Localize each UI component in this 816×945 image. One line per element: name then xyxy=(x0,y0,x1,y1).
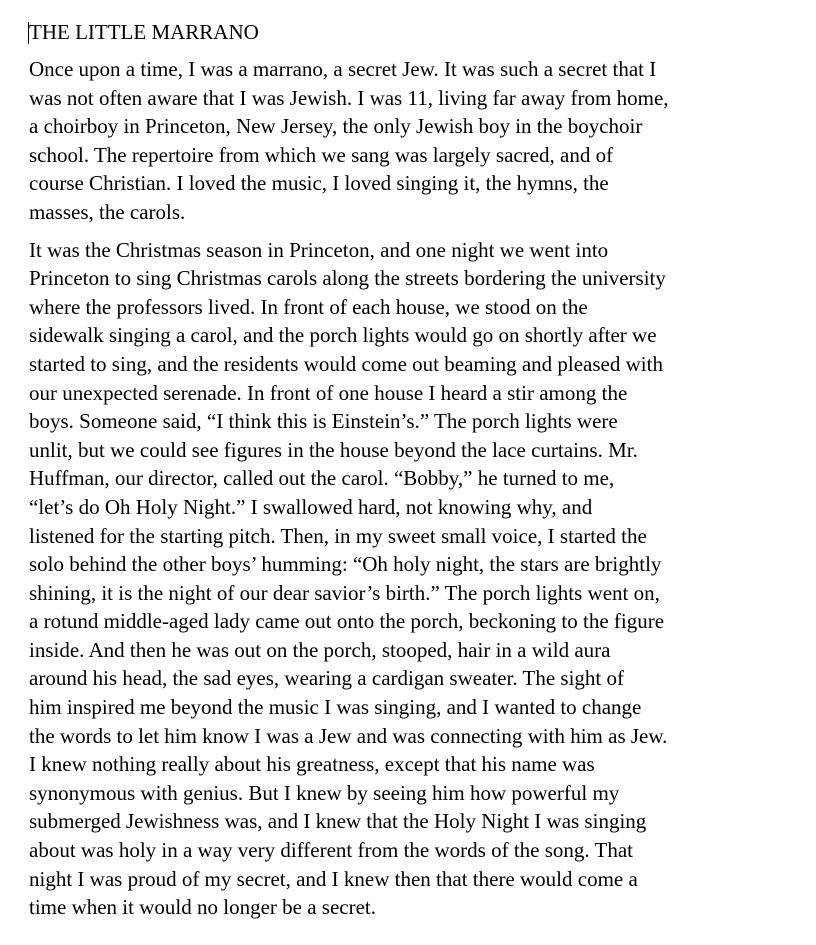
text-line: solo behind the other boys’ humming: “Oh holy night, the stars are brightly xyxy=(29,552,662,577)
text-line: listened for the starting pitch. Then, in my sweet small voice, I started the xyxy=(29,523,647,548)
text-line: shining, it is the night of our dear savior’s birth.” The porch lights went on, xyxy=(29,580,660,605)
text-line: started to sing, and the residents would come out beaming and pleased with xyxy=(29,351,663,376)
text-line: time when it would no longer be a secret. xyxy=(29,895,376,920)
text-line: Once upon a time, I was a marrano, a secret Jew. It was such a secret that I xyxy=(29,57,657,81)
text-line: Huffman, our director, called out the carol. “Bobby,” he turned to me, xyxy=(29,466,615,491)
document-title: THE LITTLE MARRANO xyxy=(29,20,259,44)
text-line: course Christian. I loved the music, I loved singing it, the hymns, the xyxy=(29,171,609,196)
text-line: the words to let him know I was a Jew and was connecting with him as Jew. xyxy=(29,723,668,748)
text-line: inside. And then he was out on the porch, stooped, hair in a wild aura xyxy=(29,637,611,662)
text-line: around his head, the sad eyes, wearing a cardigan sweater. The sight of xyxy=(29,666,624,691)
text-line: our unexpected serenade. In front of one house I heard a stir among the xyxy=(29,380,628,405)
paragraph-2 xyxy=(29,236,799,922)
text-line: I knew nothing really about his greatness, except that his name was xyxy=(29,752,595,777)
text-line: night I was proud of my secret, and I knew then that there would come a xyxy=(29,866,638,891)
text-line: sidewalk singing a carol, and the porch lights would go on shortly after we xyxy=(29,323,657,348)
text-line: masses, the carols. xyxy=(29,199,186,224)
text-line: submerged Jewishness was, and I knew that the Holy Night I was singing xyxy=(29,809,647,834)
text-line: a choirboy in Princeton, New Jersey, the only Jewish boy in the boychoir xyxy=(29,114,643,139)
text-line: “let’s do Oh Holy Night.” I swallowed hard, not knowing why, and xyxy=(29,494,593,519)
document-page[interactable] xyxy=(29,18,799,931)
text-line: boys. Someone said, “I think this is Einstein’s.” The porch lights were xyxy=(29,409,618,434)
text-line: a rotund middle-aged lady came out onto the porch, beckoning to the figure xyxy=(29,609,665,634)
text-line: him inspired me beyond the music I was singing, and I wanted to change xyxy=(29,695,642,720)
text-line: about was holy in a way very different from the words of the song. That xyxy=(29,838,633,863)
text-line: synonymous with genius. But I knew by seeing him how powerful my xyxy=(29,780,620,805)
paragraph-1 xyxy=(29,55,799,227)
text-line: where the professors lived. In front of each house, we stood on the xyxy=(29,294,588,319)
text-line: Princeton to sing Christmas carols along the streets bordering the university xyxy=(29,266,666,291)
text-line: was not often aware that I was Jewish. I was 11, living far away from home, xyxy=(29,85,669,110)
text-line: unlit, but we could see figures in the house beyond the lace curtains. Mr. xyxy=(29,437,638,462)
text-line: It was the Christmas season in Princeton, and one night we went into xyxy=(29,237,609,262)
text-line: school. The repertoire from which we sang was largely sacred, and of xyxy=(29,142,614,167)
